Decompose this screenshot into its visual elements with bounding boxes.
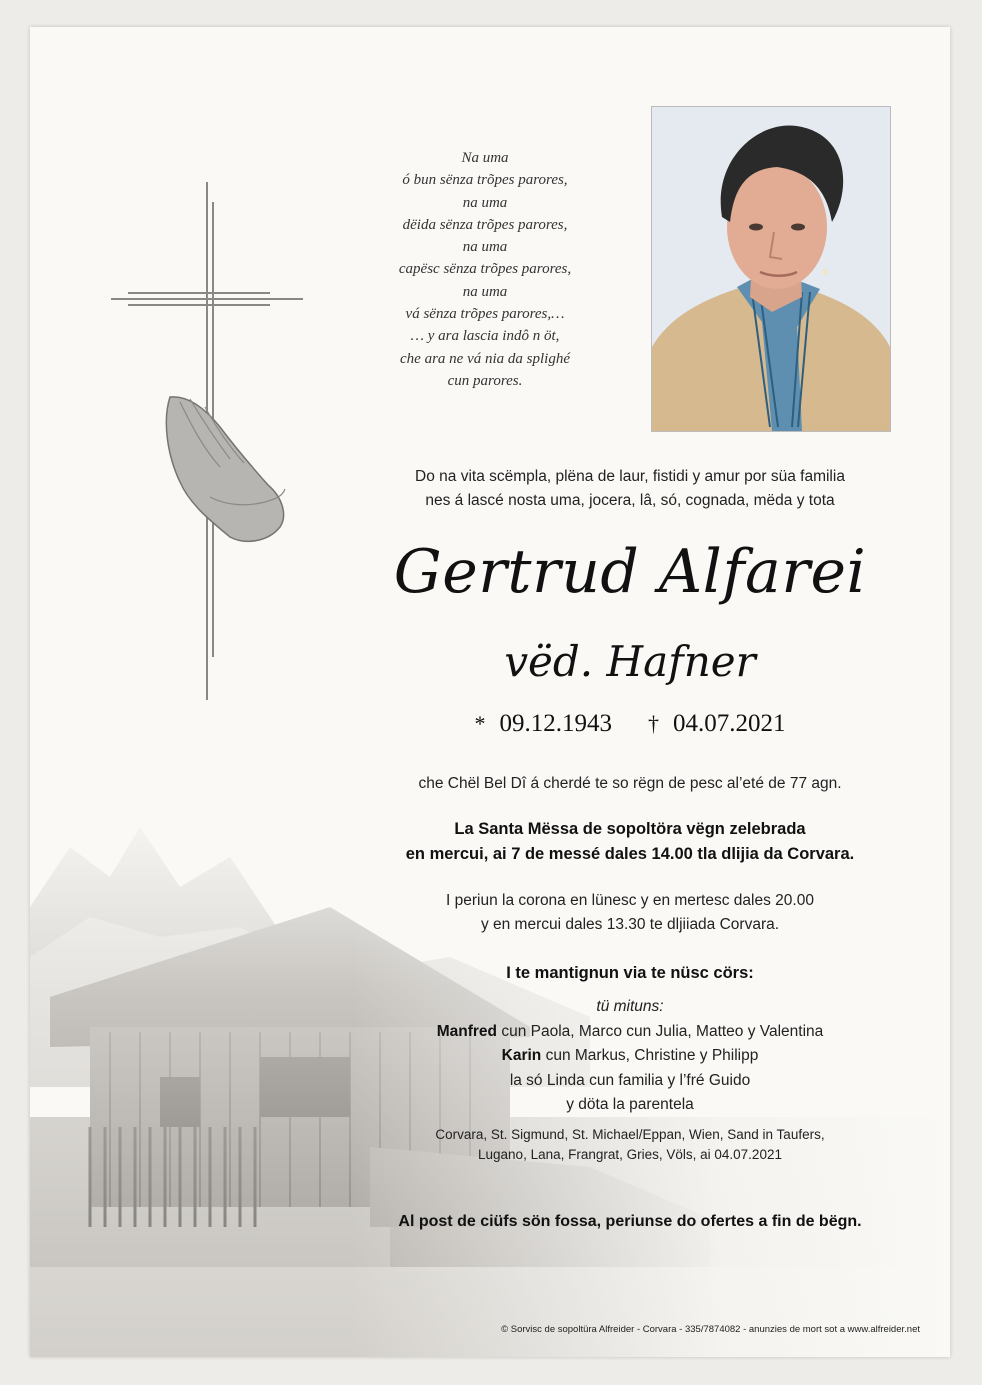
footer-credit: © Sorvisc de sopoltüra Alfreider - Corvara - 335/7874082 - anunzies de mort sot a www.alfreider.net (501, 1324, 920, 1335)
mourners-list (320, 995, 940, 1118)
mourner-line: la só Linda cun familia y l’fré Guido (509, 1071, 751, 1089)
poem-line: vá sënza trõpes parores,… (405, 306, 565, 323)
poem-line: na uma (462, 194, 508, 211)
mourner-line: y döta la parentela (566, 1096, 694, 1113)
mourners-subheading: tü mituns: (596, 998, 664, 1015)
death-cross-icon: † (648, 711, 659, 736)
birth-date: 09.12.1943 (499, 710, 612, 737)
obituary-sheet (30, 27, 950, 1357)
poem-line: dëida sënza trõpes parores, (402, 216, 568, 233)
cross-with-praying-hands-icon (30, 27, 360, 767)
poem (330, 147, 640, 392)
intro-line: Do na vita scëmpla, plëna de laur, fistidi y amur por süa familia (415, 468, 845, 485)
portrait-photo (651, 106, 891, 432)
mourner-line: Karin cun Markus, Christine y Philipp (501, 1047, 759, 1064)
poem-line: capësc sënza trõpes parores, (398, 261, 572, 278)
intro-text (320, 465, 940, 513)
poem-line: ó bun sënza trõpes parores, (402, 172, 568, 189)
wake-line: I periun la corona en lünesc y en mertesc dales 20.00 (446, 892, 814, 909)
poem-line: na uma (462, 239, 508, 256)
places-and-date (320, 1125, 940, 1165)
mass-line: La Santa Mëssa de sopoltöra vëgn zelebrada (454, 820, 806, 838)
places-line: Corvara, St. Sigmund, St. Michael/Eppan, Wien, Sand in Taufers, (435, 1127, 825, 1142)
poem-line: … y ara lascia indô n öt, (410, 328, 560, 345)
death-date: 04.07.2021 (673, 710, 786, 737)
poem-line: cun parores. (447, 372, 523, 389)
funeral-mass-info (320, 817, 940, 867)
rosary-info (320, 889, 940, 937)
places-line: Lugano, Lana, Frangrat, Gries, Völs, ai 04.07.2021 (478, 1147, 782, 1162)
family-heading: I te mantignun via te nüsc cörs: (506, 964, 754, 982)
birth-star-icon: * (474, 711, 486, 736)
mass-line: en mercui, ai 7 de messé dales 14.00 tla dlijia da Corvara. (405, 845, 855, 863)
wake-line: y en mercui dales 13.30 te dljiiada Corvara. (480, 916, 780, 933)
praying-hands-icon (166, 397, 285, 541)
poem-line: na uma (462, 283, 508, 300)
intro-line: nes á lascé nosta uma, jocera, lâ, só, cognada, mëda y tota (425, 492, 835, 509)
mourner-line: Manfred cun Paola, Marco cun Julia, Matteo y Valentina (436, 1022, 824, 1040)
poem-line: che ara ne vá nia da splighé (400, 350, 570, 367)
mourner-name: Manfred (436, 1022, 498, 1040)
life-dates (320, 707, 940, 741)
widow-name: vëd. Hafner (504, 637, 756, 686)
death-announcement: che Chël Bel Dî á cherdé te so rëgn de pesc al’eté de 77 agn. (418, 775, 842, 792)
poem-line: Na uma (461, 150, 509, 166)
mourner-name: Karin (501, 1047, 542, 1064)
deceased-name: Gertrud Alfarei (393, 537, 867, 607)
donation-request: Al post de ciüfs sön fossa, periunse do ofertes a fin de bëgn. (398, 1213, 862, 1230)
